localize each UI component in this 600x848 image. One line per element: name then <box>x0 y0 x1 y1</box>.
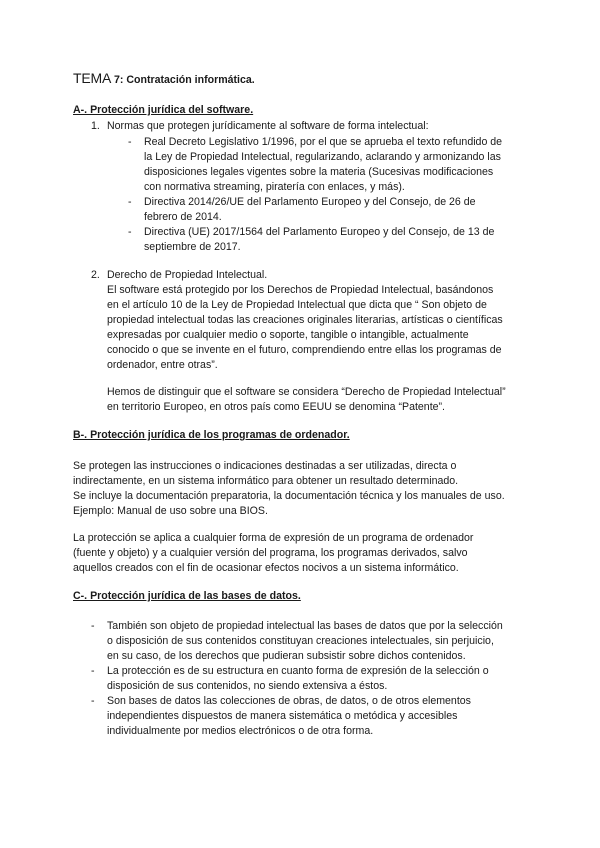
list-item-line: Directiva (UE) 2017/1564 del Parlamento Europeo y del Consejo, de 13 de <box>144 226 495 238</box>
bullet-dash: - <box>128 196 132 208</box>
paragraph-line: Ejemplo: Manual de uso sobre una BIOS. <box>73 505 268 517</box>
section-a-heading: A-. Protección jurídica del software. <box>73 104 254 116</box>
bullet-dash: - <box>128 226 132 238</box>
bullet-dash: - <box>91 620 95 632</box>
document-title <box>73 70 255 88</box>
list-item-line: con normativa streaming, piratería con enlaces, y más). <box>144 181 405 193</box>
section-c-heading: C-. Protección jurídica de las bases de datos. <box>73 590 301 602</box>
list-item-line: La protección es de su estructura en cuanto forma de expresión de la selección o <box>107 665 489 677</box>
bullet-dash: - <box>91 665 95 677</box>
item-1-label: Normas que protegen jurídicamente al software de forma intelectual: <box>107 120 429 132</box>
bullet-dash: - <box>128 136 132 148</box>
title-text: Contratación informática. <box>123 74 255 86</box>
paragraph-line: expresadas por cualquier medio o soporte, tangible o intangible, actualmente <box>107 329 469 341</box>
title-prefix: TEMA <box>73 70 115 86</box>
paragraph-line: Se incluye la documentación preparatoria, la documentación técnica y los manuales de uso. <box>73 490 505 502</box>
list-item-line: independientes dispuestos de manera sistemática o metódica y accesibles <box>107 710 458 722</box>
item-2-number: 2. <box>91 269 100 281</box>
item-2-label: Derecho de Propiedad Intelectual. <box>107 269 268 281</box>
paragraph-line: La protección se aplica a cualquier forma de expresión de un programa de ordenador <box>73 532 474 544</box>
list-item-line: o disposición de sus contenidos constituyan creaciones intelectuales, sin perjuicio, <box>107 635 494 647</box>
paragraph-line: Hemos de distinguir que el software se considera “Derecho de Propiedad Intelectual” <box>107 386 506 398</box>
list-item-line: Directiva 2014/26/UE del Parlamento Europeo y del Consejo, de 26 de <box>144 196 476 208</box>
list-item-line: Real Decreto Legislativo 1/1996, por el que se aprueba el texto refundido de <box>144 136 503 148</box>
list-item-line: la Ley de Propiedad Intelectual, regularizando, aclarando y armonizando las <box>144 151 501 163</box>
title-number: 7: <box>114 74 124 86</box>
list-item-line: También son objeto de propiedad intelectual las bases de datos que por la selección <box>107 620 503 632</box>
list-item-line: febrero de 2014. <box>144 211 222 223</box>
list-item-line: disposiciones legales vigentes sobre la materia (Sucesivas modificaciones <box>144 166 494 178</box>
bullet-dash: - <box>91 695 95 707</box>
paragraph-line: Se protegen las instrucciones o indicaciones destinadas a ser utilizadas, directa o <box>73 460 457 472</box>
list-item-line: septiembre de 2017. <box>144 241 241 253</box>
list-item-line: disposición de sus contenidos, no siendo extensiva a éstos. <box>107 680 388 692</box>
section-b-heading: B-. Protección jurídica de los programas de ordenador. <box>73 429 350 441</box>
paragraph-line: (fuente y objeto) y a cualquier versión del programa, los programas derivados, salvo <box>73 547 468 559</box>
paragraph-line: ordenador, entre otras”. <box>107 359 218 371</box>
paragraph-line: aquellos creados con el fin de ocasionar efectos nocivos a un sistema informático. <box>73 562 459 574</box>
paragraph-line: El software está protegido por los Derechos de Propiedad Intelectual, basándonos <box>107 284 494 296</box>
list-item-line: individualmente por medios electrónicos o de otra forma. <box>107 725 374 737</box>
paragraph-line: conocido o que se invente en el futuro, comprendiendo entre ellas los programas de <box>107 344 502 356</box>
paragraph-line: propiedad intelectual todas las creaciones originales literarias, artísticas o científicas <box>107 314 503 326</box>
paragraph-line: indirectamente, en un sistema informático para obtener un resultado determinado. <box>73 475 459 487</box>
list-item-line: Son bases de datos las colecciones de obras, de datos, o de otros elementos <box>107 695 471 707</box>
paragraph-line: en el artículo 10 de la Ley de Propiedad Intelectual que dicta que “ Son objeto de <box>107 299 487 311</box>
item-1-number: 1. <box>91 120 100 132</box>
list-item-line: en su caso, de los derechos que pudieran subsistir sobre dichos contenidos. <box>107 650 466 662</box>
paragraph-line: en territorio Europeo, en otros país como EEUU se denomina “Patente”. <box>107 401 445 413</box>
